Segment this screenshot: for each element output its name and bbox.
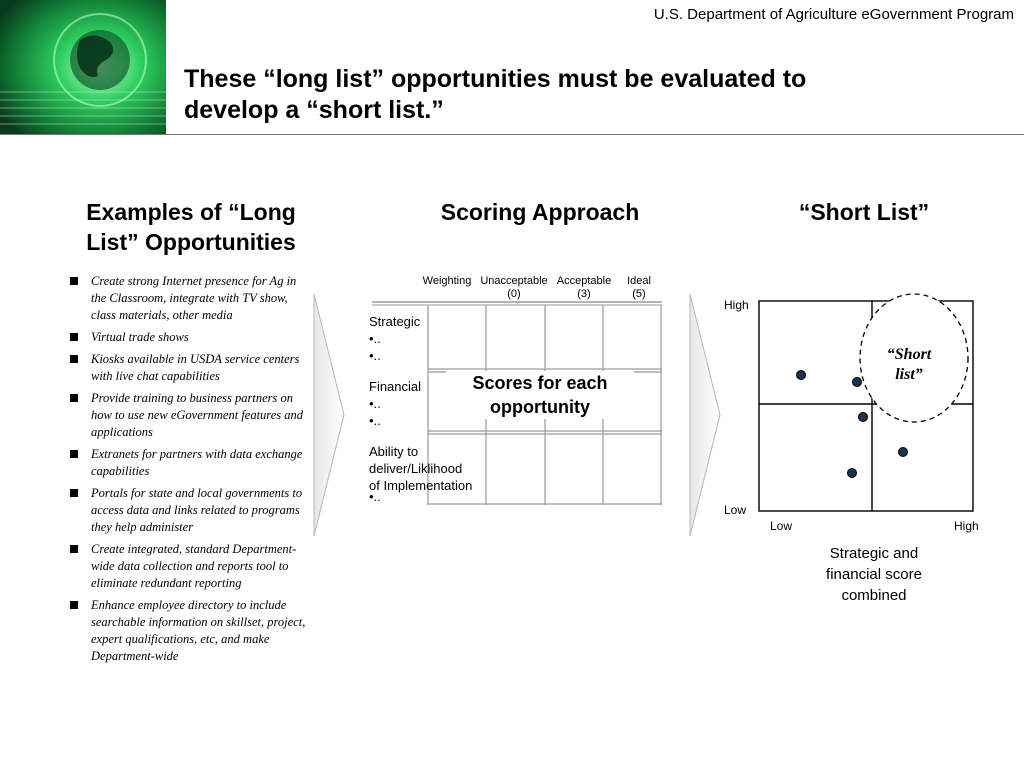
list-item [70, 273, 308, 324]
square-bullet-icon [70, 277, 78, 285]
header-divider [0, 134, 1024, 135]
opportunity-list [70, 273, 308, 670]
row-bullet: •.. [369, 413, 381, 428]
list-item [70, 446, 308, 480]
row-strategic-label: Strategic [369, 314, 421, 329]
usda-globe-logo [0, 0, 166, 134]
scores-callout [446, 371, 634, 419]
list-item-text: Create integrated, standard Department-wide data collection and reports tool to eliminate redundant reporting [91, 542, 297, 590]
caption-line-1: Strategic and [829, 545, 919, 562]
square-bullet-icon [70, 601, 78, 609]
row-ability-label-2: deliver/Liklihood [369, 461, 463, 476]
program-name: U.S. Department of Agriculture eGovernment Program [653, 6, 1014, 23]
short-list-matrix [756, 290, 980, 516]
list-item-text: Create strong Internet presence for Ag in the Classroom, integrate with TV show, class materials, other media [91, 274, 297, 322]
square-bullet-icon [70, 489, 78, 497]
col-acceptable-value: (3) [577, 288, 591, 300]
list-item-text: Enhance employee directory to include searchable information on skillset, project, expert qualifications, etc, and make Department-wide [91, 598, 306, 663]
col-ideal-label: Ideal [627, 275, 651, 287]
list-item [70, 597, 308, 665]
opportunity-dot [853, 378, 862, 387]
col-weighting-label: Weighting [422, 275, 472, 287]
list-item [70, 485, 308, 536]
caption-line-2: financial score [826, 566, 922, 583]
title-line-1: These “long list” opportunities must be evaluated to [184, 65, 807, 93]
list-item-text: Kiosks available in USDA service centers with live chat capabilities [91, 352, 300, 383]
square-bullet-icon [70, 333, 78, 341]
row-ability-label-1: Ability to [369, 444, 419, 459]
col-unacceptable-label: Unacceptable [480, 275, 548, 287]
list-item-text: Portals for state and local governments to access data and links related to programs they help administer [91, 486, 303, 534]
row-ability-label-3: of Implementation [369, 478, 473, 493]
square-bullet-icon [70, 450, 78, 458]
opportunity-dot [859, 413, 868, 422]
long-list-heading [60, 197, 322, 257]
col-header-weighting [418, 275, 476, 288]
square-bullet-icon [70, 394, 78, 402]
caption-line-3: combined [841, 587, 907, 604]
opportunity-dot [797, 371, 806, 380]
x-axis-high-label: High [954, 519, 979, 533]
row-strategic [369, 313, 420, 364]
chevron-arrow-icon [312, 292, 346, 538]
short-list-label-line-1: “Short [886, 346, 932, 363]
col-ideal-value: (5) [632, 288, 646, 300]
list-item [70, 329, 308, 346]
matrix-caption [800, 543, 948, 606]
long-list-heading-line-1: Examples of “Long [86, 199, 296, 225]
list-item [70, 351, 308, 385]
page-title [184, 64, 984, 126]
opportunity-dot [899, 448, 908, 457]
x-axis-low-label: Low [770, 519, 793, 533]
col-unacceptable-value: (0) [507, 288, 521, 300]
y-axis-low-label: Low [724, 503, 747, 517]
scores-callout-line-1: Scores for each [472, 373, 608, 393]
title-line-2: develop a “short list.” [184, 96, 444, 124]
col-acceptable-label: Acceptable [556, 275, 612, 287]
short-list-label [868, 345, 950, 385]
long-list-heading-line-2: List” Opportunities [86, 229, 296, 255]
globe-logo-graphic [0, 0, 166, 134]
y-axis-high-label: High [724, 298, 749, 312]
row-bullet: •.. [369, 331, 381, 346]
row-financial-label: Financial [369, 379, 422, 394]
scoring-heading: Scoring Approach [440, 199, 640, 225]
list-item [70, 541, 308, 592]
opportunity-dot [848, 469, 857, 478]
row-bullet: •.. [369, 489, 381, 504]
list-item-text: Extranets for partners with data exchange capabilities [91, 447, 303, 478]
chevron-arrow-icon [688, 292, 722, 538]
row-ability [369, 443, 472, 505]
square-bullet-icon [70, 355, 78, 363]
row-bullet: •.. [369, 396, 381, 411]
scores-callout-line-2: opportunity [490, 397, 590, 417]
row-financial [369, 378, 421, 429]
list-item-text: Virtual trade shows [91, 330, 189, 344]
short-list-label-line-2: list” [895, 366, 923, 383]
list-item [70, 390, 308, 441]
row-bullet: •.. [369, 348, 381, 363]
short-list-heading: “Short List” [798, 199, 930, 225]
list-item-text: Provide training to business partners on how to use new eGovernment features and applications [91, 391, 303, 439]
square-bullet-icon [70, 545, 78, 553]
